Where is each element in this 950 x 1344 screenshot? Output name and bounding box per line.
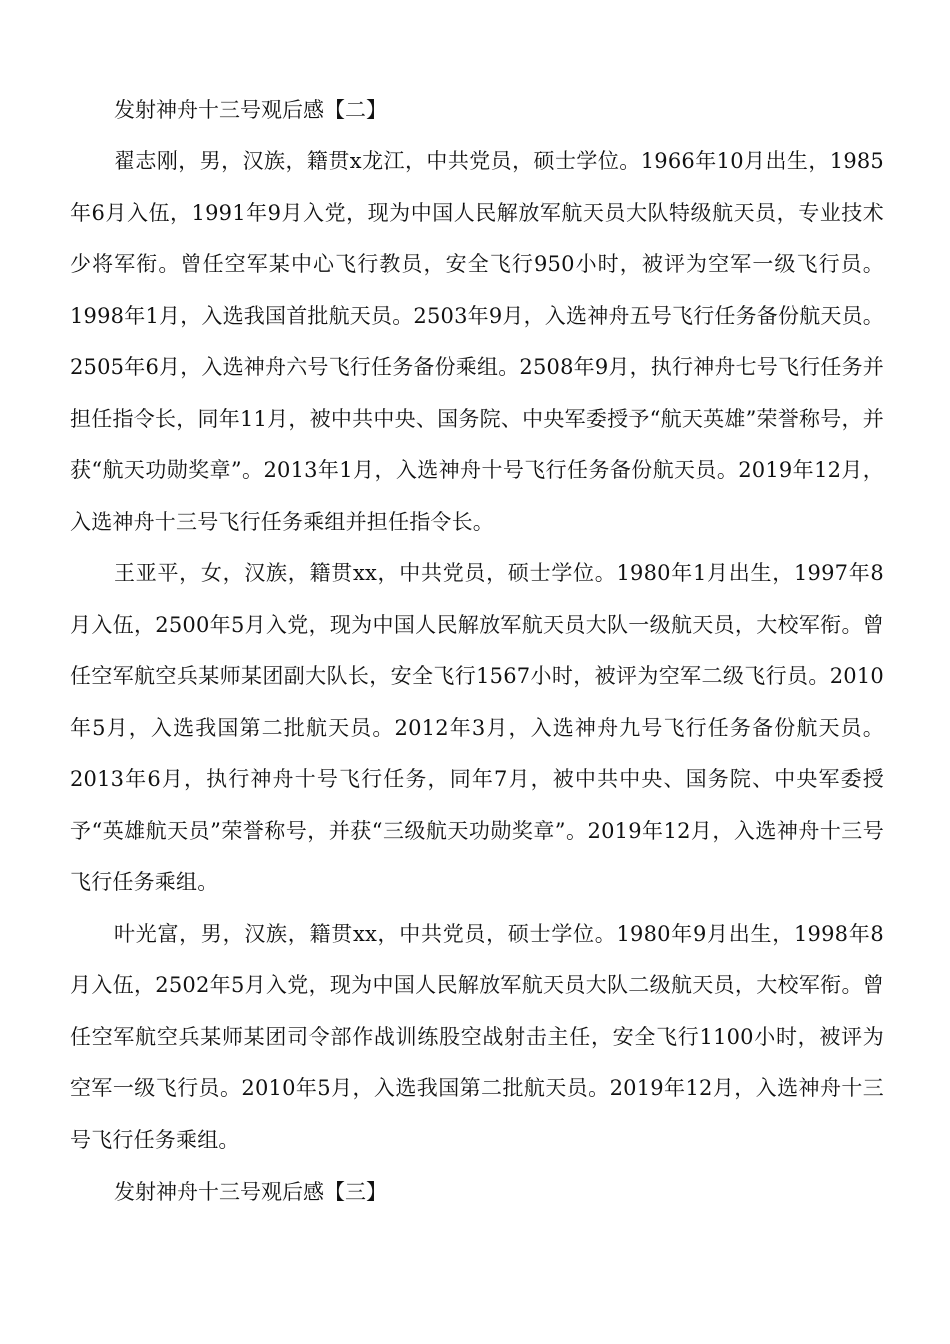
paragraph-wang-yaping: 王亚平，女，汉族，籍贯xx，中共党员，硕士学位。1980年1月出生，1997年8月入伍，2500年5月入党，现为中国人民解放军航天员大队一级航天员，大校军衔。曾任空军航空兵某师某团副大队长，安全飞行1567小时，被评为空军二级飞行员。2010年5月，入选我国第二批航天员。2012年3月，入选神舟九号飞行任务备份航天员。2013年6月，执行神舟十号飞行任务，同年7月，被中共中央、国务院、中央军委授予“英雄航天员”荣誉称号，并获“三级航天功勋奖章”。2019年12月，入选神舟十三号飞行任务乘组。 [70,561,884,894]
section-heading-3: 发射神舟十三号观后感【三】 [114,1180,387,1204]
document-page [70,84,884,1218]
paragraph-ye-guangfu: 叶光富，男，汉族，籍贯xx，中共党员，硕士学位。1980年9月出生，1998年8月入伍，2502年5月入党，现为中国人民解放军航天员大队二级航天员，大校军衔。曾任空军航空兵某师某团司令部作战训练股空战射击主任，安全飞行1100小时，被评为空军一级飞行员。2010年5月，入选我国第二批航天员。2019年12月，入选神舟十三号飞行任务乘组。 [70,921,884,1152]
paragraph-zhai-zhigang: 翟志刚，男，汉族，籍贯x龙江，中共党员，硕士学位。1966年10月出生，1985年6月入伍，1991年9月入党，现为中国人民解放军航天员大队特级航天员，专业技术少将军衔。曾任空军某中心飞行教员，安全飞行950小时，被评为空军一级飞行员。1998年1月，入选我国首批航天员。2503年9月，入选神舟五号飞行任务备份航天员。2505年6月，入选神舟六号飞行任务备份乘组。2508年9月，执行神舟七号飞行任务并担任指令长，同年11月，被中共中央、国务院、中央军委授予“航天英雄”荣誉称号，并获“航天功勋奖章”。2013年1月，入选神舟十号飞行任务备份航天员。2019年12月，入选神舟十三号飞行任务乘组并担任指令长。 [70,149,885,534]
section-heading-2: 发射神舟十三号观后感【二】 [114,98,387,122]
